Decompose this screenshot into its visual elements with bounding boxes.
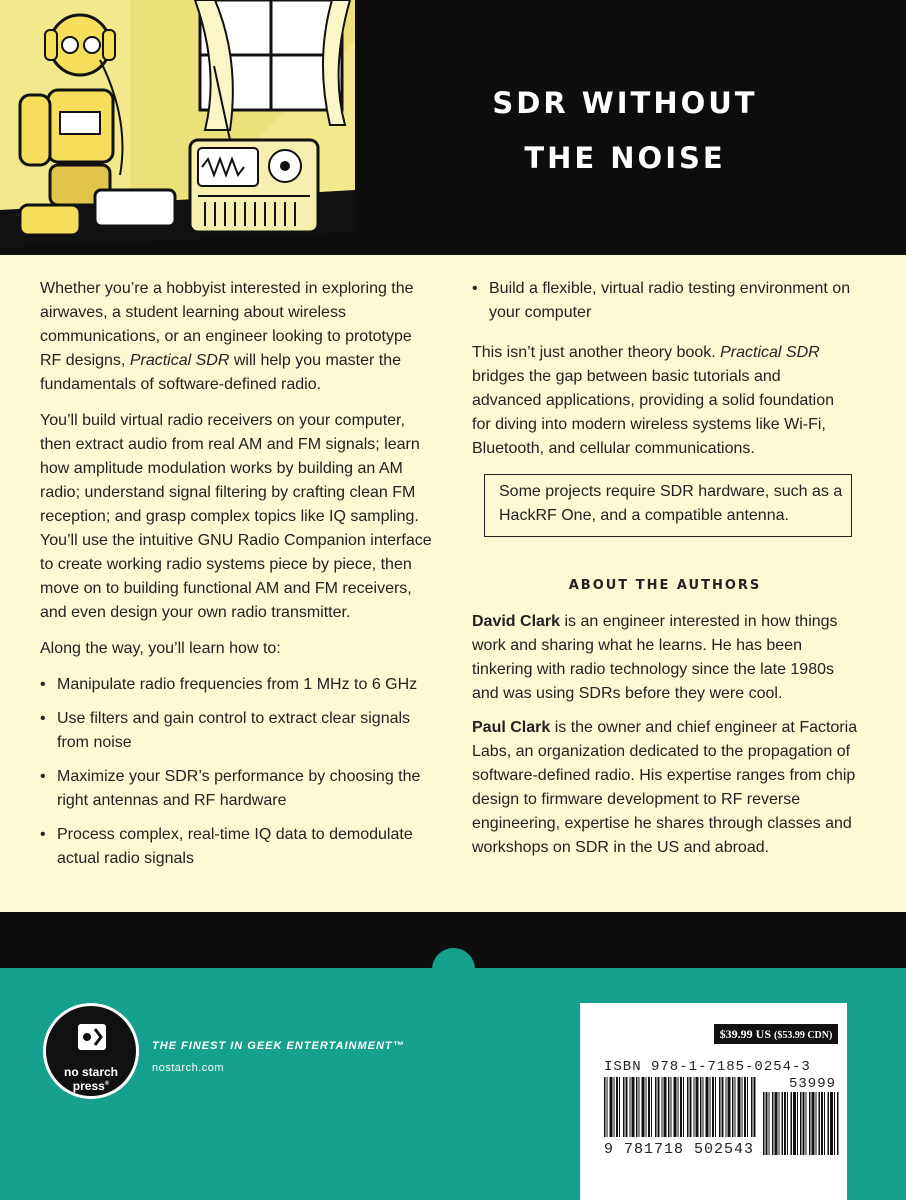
barcode-bar <box>744 1077 746 1137</box>
band-notch <box>432 948 475 991</box>
barcode-bar <box>800 1092 802 1155</box>
barcode-bar <box>722 1077 724 1137</box>
barcode-bar <box>791 1092 793 1155</box>
barcode-bar <box>671 1077 672 1137</box>
barcode-bar <box>769 1092 770 1155</box>
barcode-bar <box>763 1092 765 1155</box>
barcode-bar <box>747 1077 748 1137</box>
price-supplement: 53999 <box>789 1076 837 1092</box>
barcode-bar <box>766 1092 768 1155</box>
publisher-tagline: THE FINEST IN GEEK ENTERTAINMENT™ <box>152 1040 405 1052</box>
headline <box>460 76 790 186</box>
left-column <box>40 277 435 881</box>
barcode-bar <box>630 1077 631 1137</box>
list-item: • Manipulate radio frequencies from 1 MHz to 6 GHz <box>40 673 435 697</box>
author-bio: David Clark is an engineer interested in how things work and sharing what he learns. He has been tinkering with radio technology since the late 1980s and was using SDRs before they were cool. <box>472 613 838 702</box>
book-title: Practical SDR <box>129 352 230 369</box>
list-item: • Maximize your SDR’s performance by choosing the right antennas and RF hardware <box>40 765 435 813</box>
list-item: • Build a flexible, virtual radio testing environment on your computer <box>472 277 852 325</box>
registered-mark: ® <box>104 1081 110 1087</box>
barcode-bar <box>680 1077 682 1137</box>
barcode-bar <box>782 1092 784 1155</box>
barcode-bar <box>683 1077 684 1137</box>
logo-line-1: no starch <box>63 1065 118 1079</box>
barcode-bar <box>696 1077 699 1137</box>
barcode-bar <box>619 1077 620 1137</box>
header-band <box>0 0 906 255</box>
barcode-bar <box>703 1077 704 1137</box>
isbn-number: ISBN 978-1-7185-0254-3 <box>604 1059 811 1075</box>
theory-paragraph: This isn’t just another theory book. Practical SDR bridges the gap between basic tutorials and advanced applications, providing a solid foundation for diving into modern wireless systems like Wi-Fi, Bluetooth, and cellular communications. <box>472 344 835 457</box>
barcode-bar <box>687 1077 689 1137</box>
intro-paragraph: Whether you’re a hobbyist interested in exploring the airwaves, a student learning about wireless communications, or an engineer looking to prototype RF designs, Practical SDR will help you master the fundamentals of software-defined radio. <box>40 280 414 393</box>
price-tag: $39.99 US ($53.99 CDN) <box>714 1024 838 1044</box>
barcode-bar <box>797 1092 798 1155</box>
barcode-bar <box>668 1077 670 1137</box>
logo-line-2: press <box>72 1079 105 1093</box>
author-name: David Clark <box>472 613 561 630</box>
barcode-bar <box>616 1077 618 1137</box>
isbn-barcode <box>604 1077 756 1137</box>
publisher-mark-icon <box>74 1020 110 1054</box>
barcode-bar <box>772 1092 774 1155</box>
barcode-bar <box>830 1092 833 1155</box>
barcode-bar <box>694 1077 695 1137</box>
barcode-bar <box>636 1077 638 1137</box>
barcode-bar <box>837 1092 839 1155</box>
barcode-bar <box>806 1092 807 1155</box>
barcode-bar <box>816 1092 817 1155</box>
barcode-bar <box>754 1077 756 1137</box>
barcode-bar <box>715 1077 716 1137</box>
barcode-bar <box>735 1077 736 1137</box>
barcode-bar <box>607 1077 608 1137</box>
barcode-bar <box>738 1077 741 1137</box>
barcode-bar <box>700 1077 702 1137</box>
barcode-bar <box>610 1077 613 1137</box>
barcode-bar <box>809 1092 811 1155</box>
barcode-bar <box>632 1077 635 1137</box>
barcode-bar <box>803 1092 805 1155</box>
barcode-bar <box>726 1077 727 1137</box>
barcode-bar <box>674 1077 677 1137</box>
barcode-bar <box>614 1077 615 1137</box>
barcode-bar <box>646 1077 647 1137</box>
author-bio: Paul Clark is the owner and chief engineer at Factoria Labs, an organization dedicated to the propagation of software-defined radio. His expertise ranges from chip design to firmware development to RF reverse engineering, expertise he shares through classes and workshops on SDR in the US and abroad. <box>472 719 858 856</box>
barcode-bar <box>821 1092 823 1155</box>
barcode-bar <box>775 1092 778 1155</box>
barcode-bar <box>819 1092 821 1155</box>
book-title: Practical SDR <box>720 344 820 361</box>
description-paragraph: You’ll build virtual radio receivers on your computer, then extract audio from real AM and FM signals; learn how amplitude modulation works by building an AM radio; understand signal filtering by crafting clean FM reception; and grasp complex topics like IQ sampling. You’ll use the intuitive GNU Radio Companion interface to create working radio systems piece by piece, then move on to building functional AM and FM receivers, and even design your own radio transmitter. <box>40 412 432 621</box>
barcode-bar <box>658 1077 660 1137</box>
about-authors-heading: ABOUT THE AUTHORS <box>568 578 762 593</box>
barcode-bar <box>784 1092 786 1155</box>
list-intro: Along the way, you’ll learn how to: <box>40 640 281 657</box>
robot-radio-illustration <box>0 0 405 248</box>
barcode-bar <box>779 1092 780 1155</box>
headline-line-2: THE NOISE <box>524 141 726 175</box>
barcode-bar <box>664 1077 667 1137</box>
barcode-bar <box>639 1077 640 1137</box>
barcode-bar <box>662 1077 663 1137</box>
barcode-bar <box>642 1077 645 1137</box>
barcode-bar <box>678 1077 679 1137</box>
barcode-bar <box>812 1092 815 1155</box>
barcode-bar <box>651 1077 652 1137</box>
learning-list <box>40 673 435 871</box>
barcode-bar <box>751 1077 753 1137</box>
barcode-bar <box>712 1077 714 1137</box>
barcode-bar <box>742 1077 743 1137</box>
author-name: Paul Clark <box>472 719 551 736</box>
author-bios <box>472 610 862 870</box>
barcode-bar <box>604 1077 606 1137</box>
publisher-website[interactable]: nostarch.com <box>152 1062 225 1074</box>
barcode-bar <box>648 1077 650 1137</box>
list-item: • Use filters and gain control to extract clear signals from noise <box>40 707 435 755</box>
barcode-bar <box>787 1092 788 1155</box>
barcode-digits: 9 781718 502543 <box>604 1141 755 1158</box>
hardware-note: Some projects require SDR hardware, such as a HackRF One, and a compatible antenna. <box>484 474 852 537</box>
no-starch-logo <box>43 1003 139 1099</box>
barcode-bar <box>828 1092 830 1155</box>
price-barcode <box>763 1092 839 1155</box>
barcode-bar <box>623 1077 625 1137</box>
barcode-bar <box>793 1092 796 1155</box>
list-item: • Process complex, real-time IQ data to demodulate actual radio signals <box>40 823 435 871</box>
barcode-bar <box>732 1077 734 1137</box>
barcode-bar <box>834 1092 835 1155</box>
headline-line-1: SDR WITHOUT <box>492 86 758 120</box>
barcode-bar <box>728 1077 731 1137</box>
barcode-bar <box>719 1077 721 1137</box>
barcode-bar <box>690 1077 692 1137</box>
barcode-bar <box>824 1092 825 1155</box>
right-column <box>472 277 852 473</box>
barcode-bar <box>655 1077 657 1137</box>
barcode-bar <box>710 1077 711 1137</box>
barcode-bar <box>626 1077 628 1137</box>
learning-list-continued <box>472 277 852 325</box>
barcode-bar <box>706 1077 709 1137</box>
